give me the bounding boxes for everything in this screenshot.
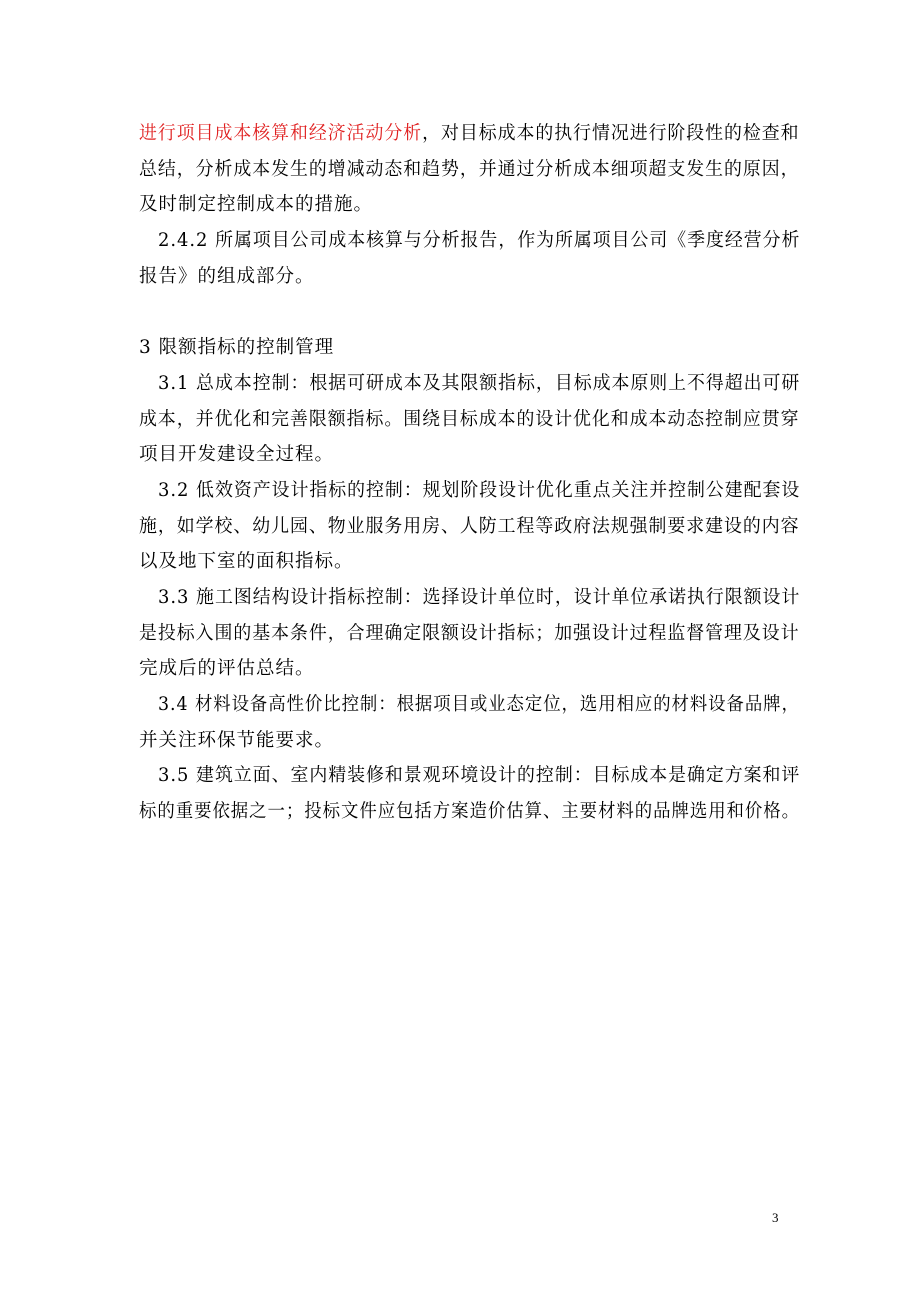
item-3-5-line-1: 3.5 建筑立面、室内精装修和景观环境设计的控制：目标成本是确定方案和评: [158, 765, 801, 786]
item-2-4-2-line-2: 报告》的组成部分。: [139, 266, 315, 287]
item-2-4-2-line-1: 2.4.2 所属项目公司成本核算与分析报告，作为所属项目公司《季度经营分析: [158, 230, 801, 251]
page-number: 3: [772, 1210, 779, 1225]
item-3-4-line-2: 并关注环保节能要求。: [139, 730, 335, 751]
intro-line-2: 总结，分析成本发生的增减动态和趋势，并通过分析成本细项超支发生的原因，: [139, 159, 800, 180]
item-3-4-line-1: 3.4 材料设备高性价比控制：根据项目或业态定位，选用相应的材料设备品牌，: [158, 694, 800, 715]
item-3-1-line-2: 成本，并优化和完善限额指标。围绕目标成本的设计优化和成本动态控制应贯穿: [139, 409, 800, 430]
item-3-1-line-3: 项目开发建设全过程。: [139, 444, 335, 465]
highlighted-phrase: 进行项目成本核算和经济活动分析: [139, 123, 423, 144]
section-3-heading: 3 限额指标的控制管理: [139, 337, 335, 358]
intro-line-1-rest: ，对目标成本的执行情况进行阶段性的检查和: [422, 123, 800, 144]
item-3-3-line-3: 完成后的评估总结。: [139, 658, 315, 679]
item-3-2-line-3: 以及地下室的面积指标。: [139, 551, 354, 572]
item-3-5-line-2: 标的重要依据之一；投标文件应包括方案造价估算、主要材料的品牌选用和价格。: [139, 801, 801, 822]
item-3-2-line-1: 3.2 低效资产设计指标的控制：规划阶段设计优化重点关注并控制公建配套设: [158, 480, 801, 501]
intro-line-3: 及时制定控制成本的措施。: [139, 194, 374, 215]
item-3-3-line-2: 是投标入围的基本条件，合理确定限额设计指标；加强设计过程监督管理及设计: [139, 623, 800, 644]
item-3-2-line-2: 施，如学校、幼儿园、物业服务用房、人防工程等政府法规强制要求建设的内容: [139, 516, 800, 537]
item-3-3-line-1: 3.3 施工图结构设计指标控制：选择设计单位时，设计单位承诺执行限额设计: [158, 587, 801, 608]
item-3-1-line-1: 3.1 总成本控制：根据可研成本及其限额指标，目标成本原则上不得超出可研: [158, 373, 801, 394]
intro-line-1: [139, 122, 800, 146]
